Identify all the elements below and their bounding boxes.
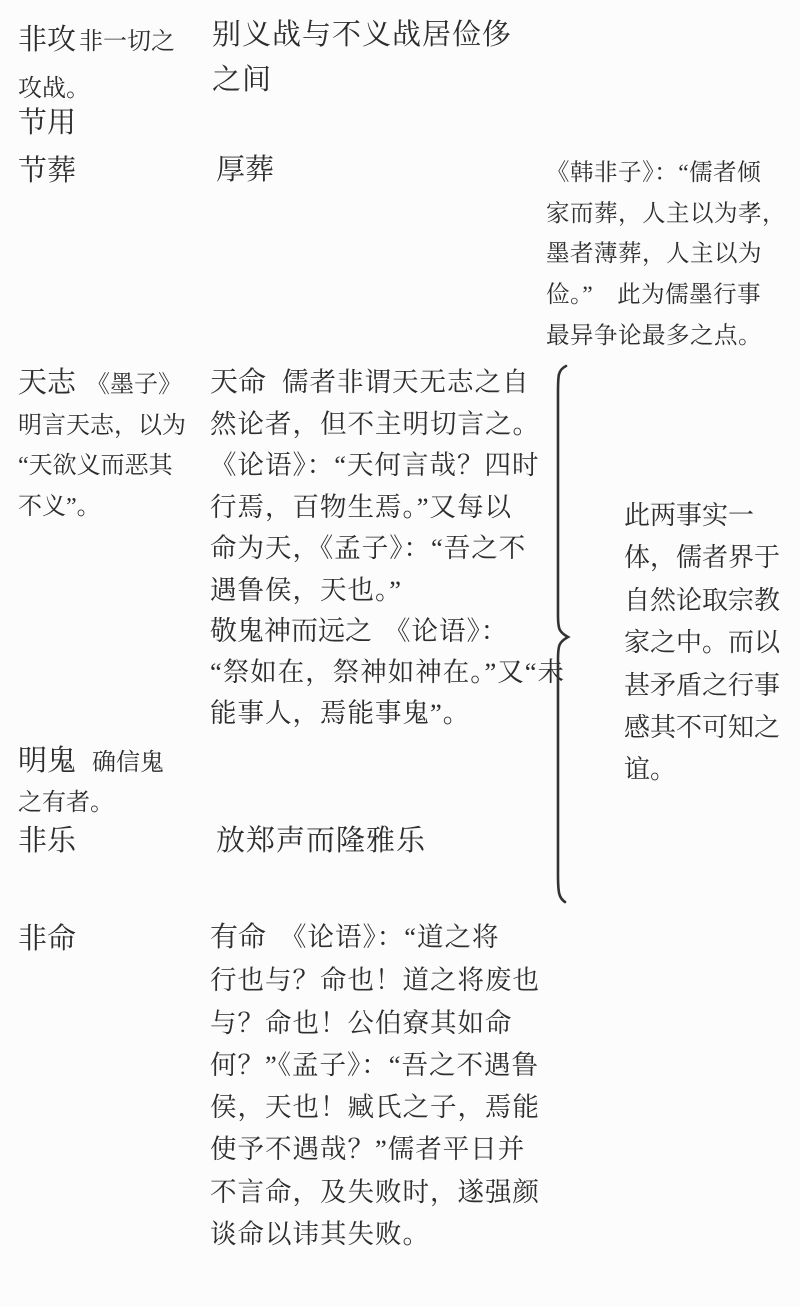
commentary-annotation-line6: 感其不可知之 bbox=[624, 713, 781, 743]
term-feigong bbox=[18, 18, 175, 111]
confucian-tianming-line1: 儒者非谓天无志之自 bbox=[282, 367, 530, 397]
commentary-annotation-line2: 体，儒者界于 bbox=[624, 543, 781, 573]
confucian-houzang: 厚葬 bbox=[216, 154, 275, 186]
confucian-bieyizhan-line1: 别义战与不义战居俭侈 bbox=[212, 19, 513, 51]
confucian-youming-line4: 何？”《孟子》：“吾之不遇鲁 bbox=[210, 1049, 540, 1080]
commentary-annotation-line4: 家之中。而以 bbox=[624, 628, 781, 658]
confucian-tianming-line6: 遇鲁侯，天也。” bbox=[210, 574, 403, 605]
commentary-annotation bbox=[624, 495, 780, 792]
commentary-annotation-line1: 此两事实一 bbox=[624, 501, 755, 530]
curly-brace-path bbox=[558, 366, 568, 902]
commentary-hanfeizi-line3: 墨者薄葬，人主以为 bbox=[546, 241, 762, 268]
confucian-tianming-label: 天命 bbox=[210, 367, 267, 398]
term-minggui-label: 明鬼 bbox=[18, 745, 77, 777]
commentary-hanfeizi-line4: 俭。” 此为儒墨行事 bbox=[546, 282, 762, 309]
term-feigong-label: 非攻 bbox=[18, 24, 77, 56]
confucian-youming-line7: 不言命，及失败时，遂强颜 bbox=[210, 1176, 540, 1207]
term-tianzhi-note-line2: 明言天志，以为 bbox=[18, 412, 186, 439]
confucian-youming-line3: 与？命也！公伯寮其如命 bbox=[210, 1007, 513, 1038]
confucian-bieyizhan bbox=[212, 13, 512, 103]
confucian-jingguishen-line2: “祭如在，祭神如神在。”又“未 bbox=[210, 657, 566, 687]
term-tianzhi-note-line1: 《墨子》 bbox=[86, 372, 183, 398]
term-tianzhi-note-line3: “天欲义而恶其 bbox=[18, 453, 173, 479]
confucian-fangzheng: 放郑声而隆雅乐 bbox=[216, 825, 427, 857]
term-minggui-note-line1: 确信鬼 bbox=[92, 750, 165, 776]
confucian-youming-line1: 《论语》：“道之将 bbox=[280, 922, 500, 952]
confucian-youming-line8: 谈命以讳其失败。 bbox=[210, 1219, 430, 1250]
term-tianzhi bbox=[18, 363, 186, 527]
grouping-brace bbox=[549, 363, 577, 905]
commentary-hanfeizi-line5: 最异争论最多之点。 bbox=[546, 322, 762, 349]
commentary-hanfeizi bbox=[546, 153, 786, 357]
confucian-jingguishen bbox=[210, 611, 565, 734]
confucian-jingguishen-line1: 《论语》： bbox=[384, 616, 509, 646]
term-tianzhi-label: 天志 bbox=[18, 367, 77, 399]
confucian-jingguishen-line3: 能事人，焉能事鬼”。 bbox=[210, 698, 471, 728]
confucian-jingguishen-label: 敬鬼神而远之 bbox=[210, 616, 372, 646]
commentary-annotation-line5: 甚矛盾之行事 bbox=[624, 670, 781, 700]
confucian-youming-label: 有命 bbox=[210, 922, 267, 953]
commentary-annotation-line3: 自然论取宗教 bbox=[624, 585, 781, 615]
confucian-tianming-line4: 行焉，百物生焉。”又每以 bbox=[210, 491, 513, 522]
confucian-youming bbox=[210, 916, 540, 1255]
term-feigong-note-line2: 攻战。 bbox=[18, 76, 90, 102]
term-jieyong: 节用 bbox=[18, 107, 77, 139]
curly-brace-icon bbox=[549, 363, 577, 905]
commentary-hanfeizi-line2: 家而葬，人主以为孝， bbox=[546, 200, 786, 227]
term-feigong-note: 非一切之 bbox=[79, 29, 176, 55]
term-minggui-note-line2: 之有者。 bbox=[18, 790, 114, 816]
confucian-tianming bbox=[210, 362, 540, 611]
term-feiming: 非命 bbox=[18, 923, 77, 955]
term-jiezang: 节葬 bbox=[18, 155, 77, 187]
confucian-youming-line6: 使予不遇哉？”儒者平日并 bbox=[210, 1134, 526, 1165]
confucian-youming-line5: 侯，天也！臧氏之子，焉能 bbox=[210, 1092, 540, 1123]
confucian-tianming-line2: 然论者，但不主明切言之。 bbox=[210, 408, 540, 439]
confucian-bieyizhan-line2: 之间 bbox=[212, 64, 273, 96]
term-tianzhi-note-line4: 不义”。 bbox=[18, 493, 101, 520]
commentary-hanfeizi-line1: 《韩非子》：“儒者倾 bbox=[546, 160, 762, 186]
confucian-youming-line2: 行也与？命也！道之将废也 bbox=[210, 965, 540, 996]
commentary-annotation-line7: 谊。 bbox=[624, 755, 677, 785]
term-minggui bbox=[18, 741, 164, 823]
term-feiyue: 非乐 bbox=[18, 825, 77, 857]
confucian-tianming-line5: 命为天，《孟子》：“吾之不 bbox=[210, 533, 527, 563]
confucian-tianming-line3: 《论语》：“天何言哉？四时 bbox=[210, 450, 540, 480]
